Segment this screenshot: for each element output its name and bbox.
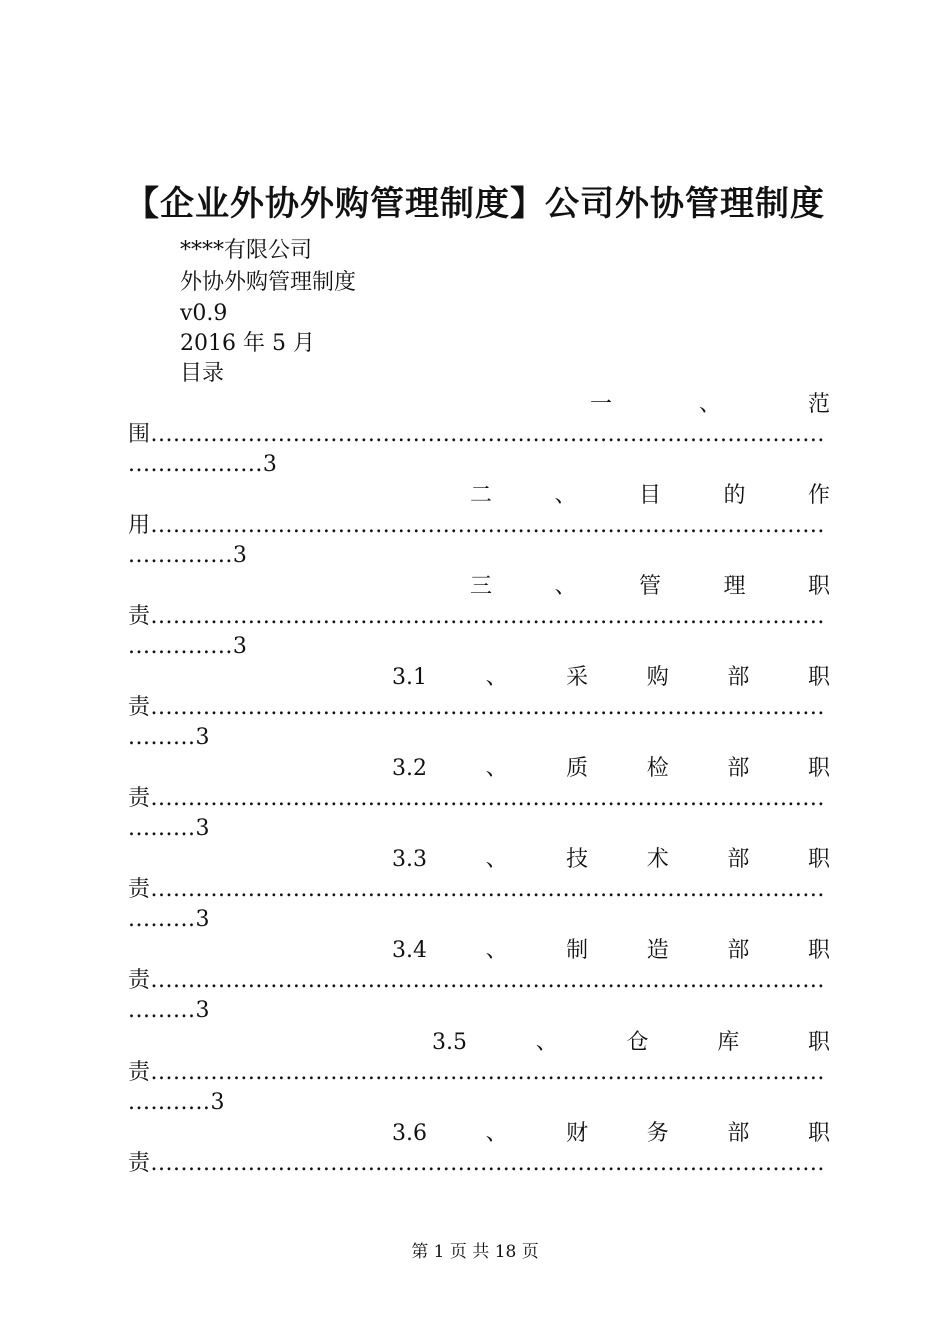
page-number: 3 [195,907,210,932]
toc-heading-part: 部 [727,1121,750,1146]
toc-heading-part: 检 [646,756,669,781]
toc-entry-lead-char: 围 [128,422,151,447]
toc-entry-lead-char: 责 [128,604,151,629]
leader-dots: .......................................................................................... [150,695,825,720]
toc-heading-part: 购 [646,665,669,690]
leader-dots: .......................................................................................... [150,1060,825,1085]
toc-entry-page [128,814,210,844]
toc-heading-part: 、 [554,574,577,599]
toc-heading-part: 3.4 [392,938,427,963]
toc-heading-part: 、 [535,1030,558,1055]
toc-heading-part: 、 [485,1121,508,1146]
toc-heading-part: 采 [566,665,589,690]
toc-entry-page [128,541,247,571]
toc-entry-heading[interactable] [392,936,830,966]
toc-heading-part: 3.5 [432,1030,467,1055]
date-label: 2016 年 5 月 [180,331,315,356]
toc-heading-part: 技 [566,847,589,872]
toc-entry-lead-char: 责 [128,695,151,720]
leader-dots: .......................................................................................... [150,513,825,538]
page-number: 3 [210,1090,225,1115]
toc-entry-leader [128,693,830,723]
toc-heading-part: 二 [470,483,493,508]
toc-heading-part: 3.1 [392,665,427,690]
toc-entry-page [128,996,210,1026]
toc-entry-heading[interactable] [392,845,830,875]
toc-heading-part: 职 [807,1030,830,1055]
toc-heading-part: 部 [727,938,750,963]
toc-heading-part: 仓 [626,1030,649,1055]
toc-heading-part: 职 [807,847,830,872]
toc-entry-leader [128,420,830,450]
toc-heading-part: 一 [590,392,613,417]
page-number: 3 [195,816,210,841]
toc-heading-part: 、 [485,756,508,781]
toc-heading-part: 职 [807,1121,830,1146]
leader-dots: .............. [128,543,233,568]
toc-entry-lead-char: 责 [128,1151,151,1176]
leader-dots: ......... [128,998,196,1023]
toc-entry-leader [128,1149,830,1179]
leader-dots: ........... [128,1090,211,1115]
leader-dots: .......................................................................................... [150,877,825,902]
toc-entry-page [128,1088,225,1118]
toc-entry-lead-char: 责 [128,877,151,902]
leader-dots: ......... [128,725,196,750]
toc-heading-part: 部 [727,665,750,690]
toc-heading-part: 库 [717,1030,740,1055]
toc-heading-part: 制 [566,938,589,963]
version-label: v0.9 [180,301,228,326]
toc-entry-lead-char: 责 [128,786,151,811]
page-number: 3 [195,725,210,750]
toc-entry-page [128,632,247,662]
toc-heading-part: 作 [807,483,830,508]
leader-dots: .......................................................................................... [150,422,825,447]
leader-dots: .................. [128,452,263,477]
page-footer: 第 1 页 共 18 页 [411,1242,539,1262]
toc-entry-heading[interactable] [392,663,830,693]
page-number: 3 [262,452,278,477]
leader-dots: .......................................................................................... [150,604,825,629]
toc-heading-part: 、 [485,847,508,872]
toc-heading-part: 职 [807,756,830,781]
toc-entry-heading[interactable] [470,572,830,602]
toc-heading-part: 3.3 [392,847,427,872]
toc-heading-part: 、 [485,665,508,690]
toc-entry-lead-char: 责 [128,1060,151,1085]
toc-entry-heading[interactable] [392,754,830,784]
leader-dots: ......... [128,816,196,841]
toc-heading-part: 术 [646,847,669,872]
toc-heading-part: 部 [727,847,750,872]
toc-heading-part: 职 [807,938,830,963]
toc-entry-leader [128,966,830,996]
leader-dots: ......... [128,907,196,932]
company-name: ****有限公司 [180,238,313,263]
toc-entry-leader [128,1058,830,1088]
toc-entry-page [128,905,210,935]
toc-entry-leader [128,602,830,632]
leader-dots: .............. [128,634,233,659]
toc-heading-part: 职 [807,665,830,690]
toc-heading-part: 三 [470,574,493,599]
toc-heading-part: 理 [723,574,746,599]
toc-heading-part: 、 [554,483,577,508]
toc-entry-leader [128,784,830,814]
toc-heading-part: 质 [566,756,589,781]
toc-heading-part: 造 [646,938,669,963]
toc-heading-part: 部 [727,756,750,781]
toc-heading-part: 务 [646,1121,669,1146]
toc-heading-part: 、 [485,938,508,963]
page-number: 3 [232,634,248,659]
document-name: 外协外购管理制度 [180,270,357,295]
toc-heading-part: 3.6 [392,1121,427,1146]
toc-heading-part: 、 [698,392,721,417]
toc-label: 目录 [180,361,225,386]
toc-heading-part: 职 [807,574,830,599]
toc-entry-lead-char: 责 [128,968,151,993]
toc-entry-heading[interactable] [470,481,830,511]
toc-heading-part: 3.2 [392,756,427,781]
toc-entry-leader [128,511,830,541]
toc-entry-page [128,450,277,480]
toc-heading-part: 的 [723,483,746,508]
page-title: 【企业外协外购管理制度】公司外协管理制度 [125,184,825,224]
leader-dots: .......................................................................................... [150,1151,825,1176]
toc-heading-part: 目 [638,483,661,508]
toc-entry-lead-char: 用 [128,513,151,538]
page-number: 3 [232,543,248,568]
page-number: 3 [195,998,210,1023]
leader-dots: .......................................................................................... [150,786,825,811]
toc-heading-part: 财 [566,1121,589,1146]
toc-entry-heading[interactable] [590,390,830,420]
leader-dots: .......................................................................................... [150,968,825,993]
toc-entry-leader [128,875,830,905]
toc-entry-heading[interactable] [392,1119,830,1149]
toc-entry-page [128,723,210,753]
toc-heading-part: 范 [807,392,830,417]
toc-heading-part: 管 [638,574,661,599]
toc-entry-heading[interactable] [432,1028,830,1058]
